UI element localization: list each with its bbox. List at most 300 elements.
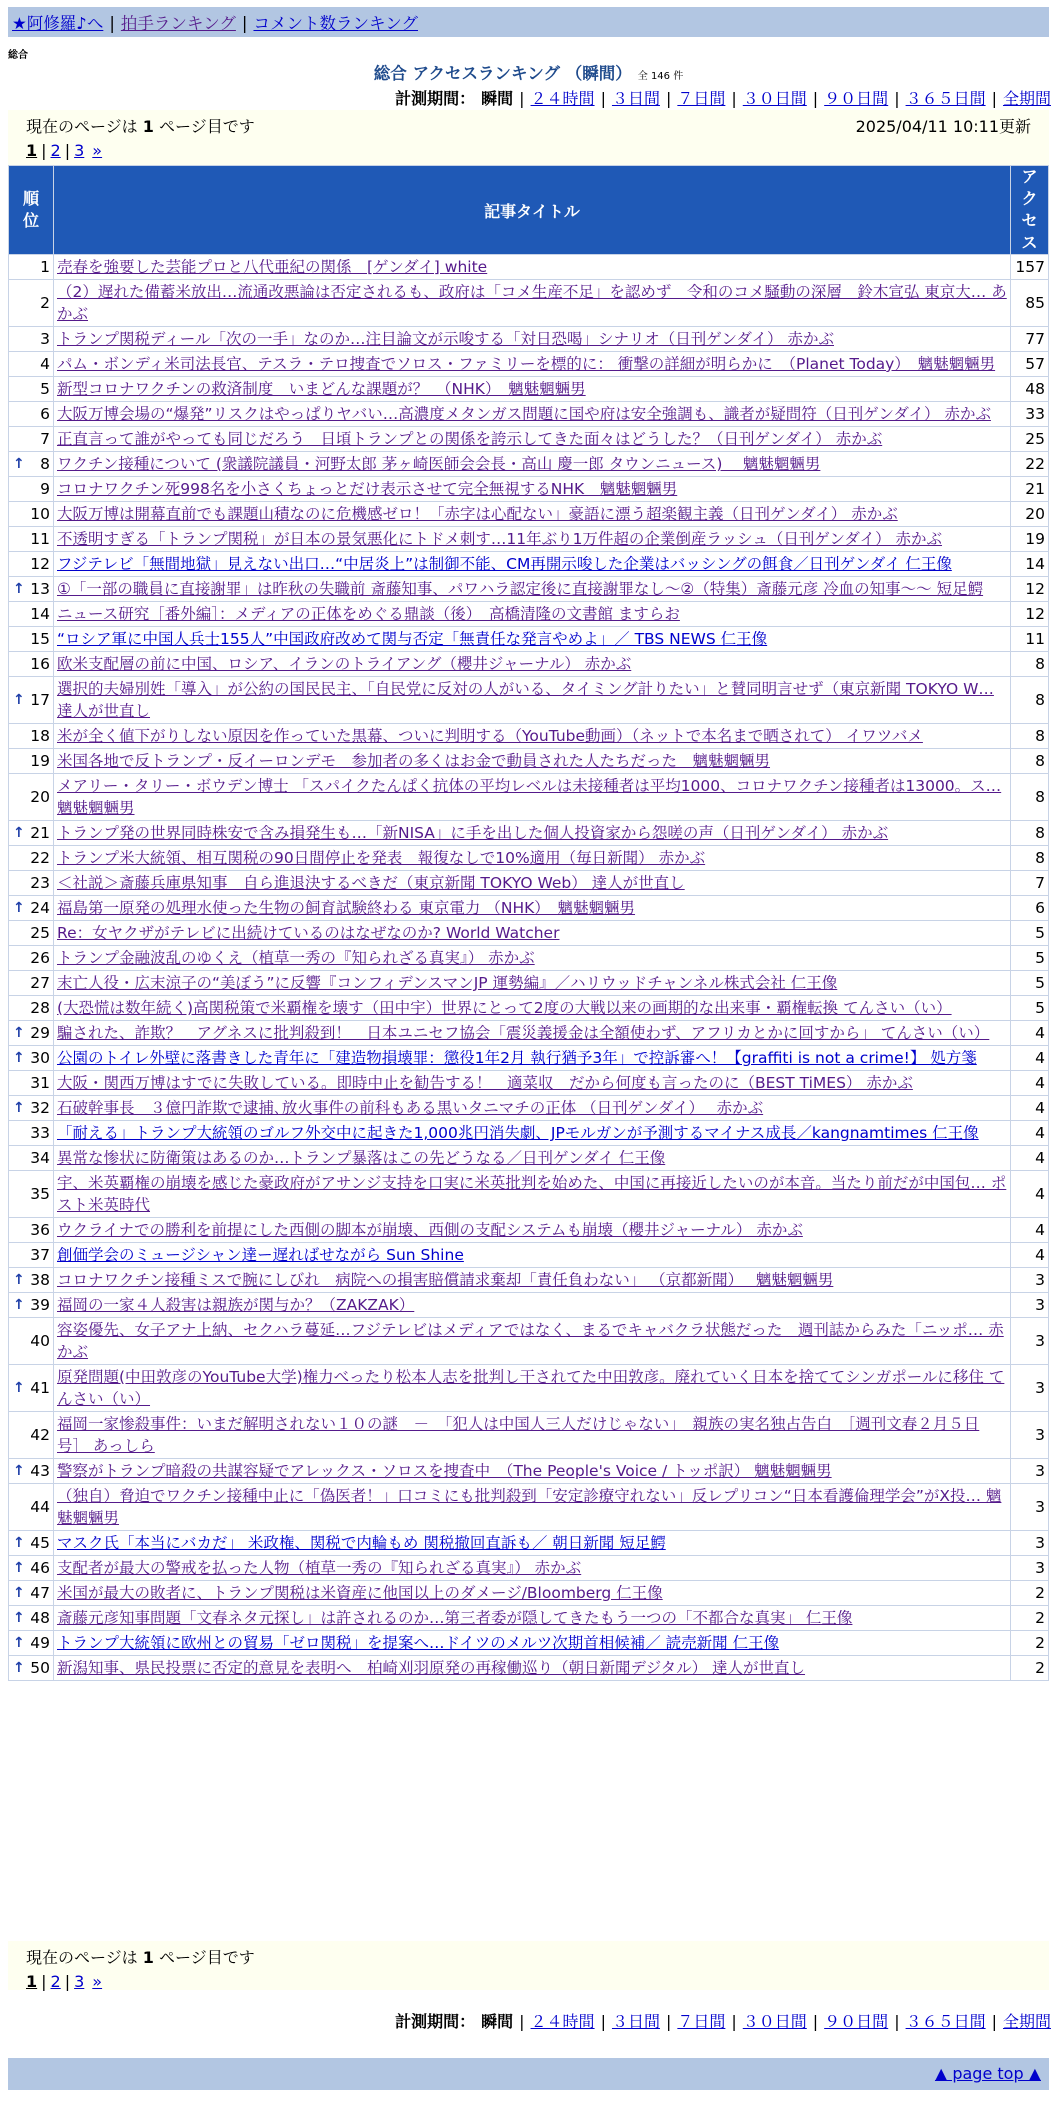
article-link[interactable]: 創価学会のミュージシャン達ー遅ればせながら Sun Shine — [57, 1246, 464, 1264]
title-cell — [54, 1484, 1011, 1531]
access-count: 5 — [1011, 971, 1049, 996]
section-label: 総合 — [8, 50, 28, 61]
table-row — [9, 1121, 1049, 1146]
rank-number: 29 — [30, 1024, 50, 1042]
article-link[interactable]: 売春を強要した芸能プロと八代亜紀の関係 [ゲンダイ] white — [57, 258, 488, 276]
rank-number: 7 — [40, 430, 50, 448]
access-count: 4 — [1011, 1096, 1049, 1121]
article-link[interactable]: 新型コロナワクチンの救済制度 いまどんな課題が？ （NHK） 魑魅魍魎男 — [57, 380, 586, 398]
title-cell — [54, 1318, 1011, 1365]
title-cell — [54, 652, 1011, 677]
rank-cell — [9, 627, 54, 652]
title-cell — [54, 677, 1011, 724]
period-option[interactable]: ７日間 — [677, 2012, 726, 2031]
article-link[interactable]: 福島第一原発の処理水使った生物の飼育試験終わる 東京電力 （NHK） 魑魅魍魎男 — [57, 899, 636, 917]
article-link[interactable]: 米国各地で反トランプ・反イーロンデモ 参加者の多くはお金で動員された人たちだった 魑魅魍魎男 — [57, 752, 771, 770]
rank-cell — [9, 427, 54, 452]
rank-number: 48 — [30, 1609, 50, 1627]
title-cell — [54, 377, 1011, 402]
pager-next[interactable]: » — [92, 1972, 103, 1991]
article-link[interactable]: 米が全く値下がりしない原因を作っていた黒幕、ついに判明する（YouTube動画）（ネットで本名まで晒されて） イワツバメ — [57, 727, 923, 745]
rank-cell — [9, 1218, 54, 1243]
access-count: 2 — [1011, 1631, 1049, 1656]
access-count: 14 — [1011, 552, 1049, 577]
title-cell — [54, 1021, 1011, 1046]
period-selector-top: 計測期間： 瞬間 | ２４時間 | ３日間 | ７日間 | ３０日間 | ９０日間 | ３６５日間 | 全期間 — [395, 89, 1051, 108]
article-link[interactable]: 大阪・関西万博はすでに失敗している。即時中止を勧告する！ 適菜収 だから何度も言ったのに（BEST TiMES） 赤かぶ — [57, 1074, 913, 1092]
table-row — [9, 577, 1049, 602]
article-link[interactable]: トランプ米大統領、相互関税の90日間停止を発表 報復なしで10%適用（毎日新聞） 赤かぶ — [57, 849, 706, 867]
access-count: 8 — [1011, 774, 1049, 821]
title-cell — [54, 846, 1011, 871]
table-row — [9, 1484, 1049, 1531]
up-arrow-icon: ↑ — [13, 1560, 25, 1576]
title-cell — [54, 627, 1011, 652]
article-link[interactable]: 公園のトイレ外壁に落書きした青年に「建造物損壊罪：懲役1年2月 執行猶予3年」で控訴審へ！【graffiti is not a crime!】 処方箋 — [57, 1049, 977, 1067]
rank-number: 35 — [30, 1185, 50, 1203]
period-option[interactable]: ３６５日間 — [905, 2012, 986, 2031]
access-count: 6 — [1011, 896, 1049, 921]
title-cell — [54, 1121, 1011, 1146]
table-row — [9, 1412, 1049, 1459]
rank-cell — [9, 846, 54, 871]
rank-cell — [9, 1096, 54, 1121]
table-row — [9, 971, 1049, 996]
rank-number: 17 — [30, 691, 50, 709]
access-count: 8 — [1011, 724, 1049, 749]
article-link[interactable]: 正直言って誰がやっても同じだろう 日頃トランプとの関係を誇示してきた面々はどうした？（日刊ゲンダイ） 赤かぶ — [57, 430, 883, 448]
nav-separator: | — [109, 14, 115, 33]
rank-cell — [9, 996, 54, 1021]
article-link[interactable]: 選択的夫婦別姓「導入」が公約の国民民主、「自民党に反対の人がいる、タイミング計りたい」と賛同明言せず（東京新聞 TOKYO W… 達人が世直し — [57, 680, 994, 720]
home-link[interactable]: ★阿修羅♪へ — [12, 14, 104, 33]
rank-number: 15 — [30, 630, 50, 648]
table-row — [9, 846, 1049, 871]
table-row — [9, 896, 1049, 921]
title-cell — [54, 402, 1011, 427]
rank-cell — [9, 1412, 54, 1459]
pager-next[interactable]: » — [92, 141, 103, 160]
rank-number: 28 — [30, 999, 50, 1017]
table-row — [9, 377, 1049, 402]
title-cell — [54, 327, 1011, 352]
table-row — [9, 821, 1049, 846]
page-info-bottom — [8, 1941, 1049, 1990]
rank-number: 41 — [30, 1379, 50, 1397]
title-cell — [54, 502, 1011, 527]
period-label: 計測期間： — [395, 2012, 476, 2031]
article-link[interactable]: （2）遅れた備蓄米放出…流通改悪論は否定されるも、政府は「コメ生産不足」を認めず 令和のコメ騒動の深層 鈴木宣弘 東京大… あかぶ — [57, 283, 1007, 323]
rank-number: 44 — [30, 1498, 50, 1516]
access-count: 3 — [1011, 1365, 1049, 1412]
table-row — [9, 1071, 1049, 1096]
rank-cell — [9, 602, 54, 627]
access-count: 5 — [1011, 996, 1049, 1021]
article-link[interactable]: マスク氏「本当にバカだ」 米政権、関税で内輪もめ 関税撤回直訴も／ 朝日新聞 短足鰐 — [57, 1534, 666, 1552]
rank-number: 14 — [30, 605, 50, 623]
table-row — [9, 652, 1049, 677]
access-count: 4 — [1011, 1071, 1049, 1096]
table-row — [9, 627, 1049, 652]
title-cell — [54, 1171, 1011, 1218]
up-arrow-icon: ↑ — [13, 1660, 25, 1676]
title-cell — [54, 1146, 1011, 1171]
article-link[interactable]: 末亡人役・広末涼子の“美ぼう”に反響『コンフィデンスマンJP 運勢編』／ハリウッドチャンネル株式会社 仁王像 — [57, 974, 838, 992]
rank-cell — [9, 1656, 54, 1681]
article-link[interactable]: (大恐慌は数年続く)高関税策で米覇権を壊す（田中宇）世界にとって2度の大戦以来の画期的な出来事・覇権転換 てんさい（い） — [57, 999, 952, 1017]
rank-number: 23 — [30, 874, 50, 892]
period-option[interactable]: ３０日間 — [742, 2012, 807, 2031]
pager-page-3[interactable]: 3 — [74, 1972, 85, 1991]
rank-cell — [9, 1268, 54, 1293]
top-nav-bar — [8, 7, 1049, 37]
up-arrow-icon: ↑ — [13, 825, 25, 841]
rank-number: 9 — [40, 480, 50, 498]
title-cell — [54, 577, 1011, 602]
table-row — [9, 427, 1049, 452]
rank-number: 37 — [30, 1246, 50, 1264]
table-row — [9, 352, 1049, 377]
title-cell — [54, 946, 1011, 971]
up-arrow-icon: ↑ — [13, 1025, 25, 1041]
rank-cell — [9, 1365, 54, 1412]
period-option[interactable]: ３０日間 — [742, 89, 807, 108]
article-link[interactable]: 米国が最大の敗者に、トランプ関税は米資産に他国以上のダメージ/Bloomberg 仁王像 — [57, 1584, 663, 1602]
table-row — [9, 996, 1049, 1021]
access-count: 4 — [1011, 1171, 1049, 1218]
article-link[interactable]: ニュース研究［番外編］：メディアの正体をめぐる鼎談（後） 高橋清隆の文書館 ますらお — [57, 605, 680, 623]
access-count: 8 — [1011, 749, 1049, 774]
access-count: 4 — [1011, 1218, 1049, 1243]
article-link[interactable]: 斎藤元彦知事問題「文春ネタ元探し」は許されるのか…第三者委が隠してきたもう一つの「不都合な真実」 仁王像 — [57, 1609, 853, 1627]
title-cell — [54, 452, 1011, 477]
rank-cell — [9, 749, 54, 774]
access-count: 85 — [1011, 280, 1049, 327]
rank-cell — [9, 1581, 54, 1606]
access-count: 5 — [1011, 921, 1049, 946]
rank-number: 13 — [30, 580, 50, 598]
rank-cell — [9, 352, 54, 377]
table-row — [9, 921, 1049, 946]
rank-cell — [9, 1531, 54, 1556]
up-arrow-icon: ↑ — [13, 456, 25, 472]
article-link[interactable]: ＜社説＞斎藤兵庫県知事 自ら進退決するべきだ（東京新聞 TOKYO Web） 達人が世直し — [57, 874, 685, 892]
table-row — [9, 1365, 1049, 1412]
rank-number: 16 — [30, 655, 50, 673]
access-count: 12 — [1011, 602, 1049, 627]
rank-cell — [9, 1146, 54, 1171]
article-link[interactable]: 福岡の一家４人殺害は親族が関与か？（ZAKZAK） — [57, 1296, 415, 1314]
access-count: 11 — [1011, 627, 1049, 652]
article-link[interactable]: トランプ大統領に欧州との貿易「ゼロ関税」を提案へ…ドイツのメルツ次期首相候補／ 読売新聞 仁王像 — [57, 1634, 780, 1652]
pager-current: 1 — [26, 1972, 38, 1991]
article-link[interactable]: 原発問題(中田敦彦のYouTube大学)権力べったり松本人志を批判し干されてた中田敦彦。廃れていく日本を捨ててシンガポールに移住 てんさい（い） — [57, 1368, 1005, 1408]
article-link[interactable]: Re：女ヤクザがテレビに出続けているのはなぜなのか? World Watcher — [57, 924, 560, 942]
table-row — [9, 477, 1049, 502]
table-row — [9, 255, 1049, 280]
current-page-text: 現在のページは 1 ページ目です — [26, 1948, 255, 1967]
table-row — [9, 1556, 1049, 1581]
table-row — [9, 724, 1049, 749]
clap-ranking-link[interactable]: 拍手ランキング — [120, 14, 236, 33]
article-link[interactable]: （独自）脅迫でワクチン接種中止に「偽医者！」口コミにも批判殺到「安定診療守れない」反レプリコン“日本看護倫理学会”がX投… 魑魅魍魎男 — [57, 1487, 1002, 1527]
table-row — [9, 402, 1049, 427]
article-link[interactable]: コロナワクチン死998名を小さくちょっとだけ表示させて完全無視するNHK 魑魅魍魎男 — [57, 480, 678, 498]
title-cell — [54, 1268, 1011, 1293]
access-count: 157 — [1011, 255, 1049, 280]
title-cell — [54, 1293, 1011, 1318]
title-cell — [54, 749, 1011, 774]
table-row — [9, 1631, 1049, 1656]
article-link[interactable]: 支配者が最大の警戒を払った人物（植草一秀の『知られざる真実』） 赤かぶ — [57, 1559, 582, 1577]
period-option[interactable]: ９０日間 — [824, 2012, 889, 2031]
period-option[interactable]: ７日間 — [677, 89, 726, 108]
title-cell — [54, 724, 1011, 749]
rank-number: 4 — [40, 355, 50, 373]
period-option[interactable]: 全期間 — [1002, 89, 1051, 108]
ranking-table — [8, 165, 1049, 1681]
title-cell — [54, 1556, 1011, 1581]
up-arrow-icon: ↑ — [13, 1297, 25, 1313]
article-link[interactable]: 容姿優先、女子アナ上納、セクハラ蔓延…フジテレビはメディアではなく、まるでキャバクラ状態だった 週刊誌からみた「ニッポ… 赤かぶ — [57, 1321, 1004, 1361]
rank-cell — [9, 577, 54, 602]
rank-cell — [9, 1046, 54, 1071]
up-arrow-icon: ↑ — [13, 1100, 25, 1116]
rank-number: 25 — [30, 924, 50, 942]
rank-cell — [9, 896, 54, 921]
rank-cell — [9, 402, 54, 427]
rank-number: 40 — [30, 1332, 50, 1350]
rank-number: 8 — [40, 455, 50, 473]
rank-number: 43 — [30, 1462, 50, 1480]
article-link[interactable]: ①「一部の職員に直接謝罪」は昨秋の失職前 斎藤知事、パワハラ認定後に直接謝罪なし～②（特集）斎藤元彦 冷血の知事～～ 短足鰐 — [57, 580, 984, 598]
title-cell — [54, 352, 1011, 377]
rank-number: 18 — [30, 727, 50, 745]
rank-number: 24 — [30, 899, 50, 917]
title-cell — [54, 774, 1011, 821]
article-link[interactable]: 福岡一家惨殺事件：いまだ解明されない１０の謎 － 「犯人は中国人三人だけじゃない」 親族の実名独占告白 ［週刊文春２月５日号］ あっしら — [57, 1415, 980, 1455]
access-count: 4 — [1011, 1146, 1049, 1171]
rank-cell — [9, 1171, 54, 1218]
access-count: 22 — [1011, 452, 1049, 477]
article-link[interactable]: 宇、米英覇権の崩壊を感じた豪政府がアサンジ支持を口実に米英批判を始めた、中国に再接近したいのが本音。当たり前だが中国包… ポスト米英時代 — [57, 1174, 1007, 1214]
access-count: 3 — [1011, 1556, 1049, 1581]
table-row — [9, 677, 1049, 724]
page-top-link[interactable]: ▲ page top ▲ — [934, 2064, 1041, 2083]
footer-bar — [8, 2058, 1049, 2090]
up-arrow-icon: ↑ — [13, 1610, 25, 1626]
period-option[interactable]: ３６５日間 — [905, 89, 986, 108]
title-cell — [54, 255, 1011, 280]
rank-cell — [9, 327, 54, 352]
ranking-title: 総合 アクセスランキング （瞬間） — [373, 64, 632, 83]
table-row — [9, 1318, 1049, 1365]
rank-cell — [9, 552, 54, 577]
rank-cell — [9, 527, 54, 552]
rank-number: 12 — [30, 555, 50, 573]
period-option[interactable]: 全期間 — [1002, 2012, 1051, 2031]
rank-cell — [9, 677, 54, 724]
rank-number: 1 — [40, 258, 50, 276]
title-cell — [54, 1531, 1011, 1556]
article-link[interactable]: 不透明すぎる「トランプ関税」が日本の景気悪化にトドメ刺す…11年ぶり1万件超の企業倒産ラッシュ（日刊ゲンダイ） 赤かぶ — [57, 530, 943, 548]
pager-page-3[interactable]: 3 — [74, 141, 85, 160]
period-option[interactable]: ２４時間 — [530, 2012, 595, 2031]
access-count: 3 — [1011, 1268, 1049, 1293]
rank-cell — [9, 1556, 54, 1581]
updated-timestamp: 2025/04/11 10:11更新 — [855, 117, 1031, 136]
access-count: 8 — [1011, 821, 1049, 846]
rank-cell — [9, 502, 54, 527]
title-cell — [54, 602, 1011, 627]
title-cell — [54, 971, 1011, 996]
table-row — [9, 602, 1049, 627]
access-count: 4 — [1011, 1046, 1049, 1071]
rank-cell — [9, 1293, 54, 1318]
table-row — [9, 1046, 1049, 1071]
access-count: 2 — [1011, 1581, 1049, 1606]
article-link[interactable]: トランプ関税ディール「次の一手」なのか…注目論文が示唆する「対日恐喝」シナリオ（日刊ゲンダイ） 赤かぶ — [57, 330, 834, 348]
rank-cell — [9, 1631, 54, 1656]
article-link[interactable]: メアリー・タリー・ボウデン博士 「スパイクたんぱく抗体の平均レベルは未接種者は平均1000、コロナワクチン接種者は13000。ス… 魑魅魍魎男 — [57, 777, 1002, 817]
rank-number: 27 — [30, 974, 50, 992]
rank-number: 2 — [40, 294, 50, 312]
title-cell — [54, 871, 1011, 896]
rank-number: 30 — [30, 1049, 50, 1067]
pagination: 1 | 2 | 3 » — [26, 1972, 103, 1991]
table-row — [9, 1171, 1049, 1218]
article-link[interactable]: “ロシア軍に中国人兵士155人”中国政府改めて関与否定「無責任な発言やめよ」／ TBS NEWS 仁王像 — [57, 630, 768, 648]
access-count: 8 — [1011, 846, 1049, 871]
article-link[interactable]: 異常な惨状に防衛策はあるのか…トランプ暴落はこの先どうなる／日刊ゲンダイ 仁王像 — [57, 1149, 666, 1167]
access-count: 20 — [1011, 502, 1049, 527]
article-link[interactable]: 「耐える」トランプ大統領のゴルフ外交中に起きた1,000兆円消失劇、JPモルガンが予測するマイナス成長／kangnamtimes 仁王像 — [57, 1124, 979, 1142]
period-current: 瞬間 — [481, 2012, 514, 2031]
table-row — [9, 774, 1049, 821]
rank-cell — [9, 1121, 54, 1146]
rank-cell — [9, 971, 54, 996]
table-row — [9, 1021, 1049, 1046]
title-cell — [54, 1631, 1011, 1656]
rank-number: 39 — [30, 1296, 50, 1314]
access-count: 3 — [1011, 1412, 1049, 1459]
table-row — [9, 327, 1049, 352]
rank-number: 34 — [30, 1149, 50, 1167]
access-count: 21 — [1011, 477, 1049, 502]
article-link[interactable]: ワクチン接種について (衆議院議員・河野太郎 茅ヶ崎医師会会長・高山 慶一郎 タウンニュース) 魑魅魍魎男 — [57, 455, 821, 473]
article-link[interactable]: トランプ金融波乱のゆくえ（植草一秀の『知られざる真実』） 赤かぶ — [57, 949, 535, 967]
title-cell — [54, 921, 1011, 946]
up-arrow-icon: ↑ — [13, 1585, 25, 1601]
up-arrow-icon: ↑ — [13, 900, 25, 916]
total-count: 全 146 件 — [637, 71, 684, 82]
access-count: 25 — [1011, 427, 1049, 452]
table-row — [9, 1606, 1049, 1631]
title-cell — [54, 1243, 1011, 1268]
table-row — [9, 1218, 1049, 1243]
article-link[interactable]: 騙された、詐欺？ アグネスに批判殺到！ 日本ユニセフ協会「震災義援金は全額使わず、アフリカとかに回すから」 てんさい（い） — [57, 1024, 990, 1042]
rank-cell — [9, 1021, 54, 1046]
comment-ranking-link[interactable]: コメント数ランキング — [253, 14, 418, 33]
table-row — [9, 1146, 1049, 1171]
table-header-row — [9, 166, 1049, 255]
title-cell — [54, 996, 1011, 1021]
table-row — [9, 452, 1049, 477]
title-cell — [54, 552, 1011, 577]
rank-cell — [9, 477, 54, 502]
article-link[interactable]: 警察がトランプ暗殺の共謀容疑でアレックス・ソロスを捜査中 （The People's Voice / トッポ訳） 魑魅魍魎男 — [57, 1462, 832, 1480]
rank-cell — [9, 821, 54, 846]
rank-number: 3 — [40, 330, 50, 348]
period-option[interactable]: ２４時間 — [530, 89, 595, 108]
article-link[interactable]: 大阪万博会場の“爆発”リスクはやっぱりヤバい…高濃度メタンガス問題に国や府は安全強調も、識者が疑問符（日刊ゲンダイ） 赤かぶ — [57, 405, 991, 423]
article-link[interactable]: 石破幹事長 ３億円詐欺で逮捕､放火事件の前科もある黒いタニマチの正体 （日刊ゲンダイ） 赤かぶ — [57, 1099, 764, 1117]
rank-cell — [9, 652, 54, 677]
title-cell — [54, 1218, 1011, 1243]
rank-cell — [9, 452, 54, 477]
table-row — [9, 1268, 1049, 1293]
article-link[interactable]: 大阪万博は開幕直前でも課題山積なのに危機感ゼロ！「赤字は心配ない」豪語に漂う超楽観主義（日刊ゲンダイ） 赤かぶ — [57, 505, 898, 523]
rank-cell — [9, 1243, 54, 1268]
rank-number: 46 — [30, 1559, 50, 1577]
article-link[interactable]: トランプ発の世界同時株安で含み損発生も…「新NISA」に手を出した個人投資家から怨嗟の声（日刊ゲンダイ） 赤かぶ — [57, 824, 889, 842]
pager-page-2[interactable]: 2 — [50, 1972, 61, 1991]
table-row — [9, 749, 1049, 774]
article-link[interactable]: フジテレビ「無間地獄」見えない出口…“中居炎上”は制御不能、CM再開示唆した企業はバッシングの餌食／日刊ゲンダイ 仁王像 — [57, 555, 952, 573]
rank-number: 19 — [30, 752, 50, 770]
up-arrow-icon: ↑ — [13, 1272, 25, 1288]
article-link[interactable]: 欧米支配層の前に中国、ロシア、イランのトライアング（櫻井ジャーナル） 赤かぶ — [57, 655, 632, 673]
up-arrow-icon: ↑ — [13, 1535, 25, 1551]
rank-number: 42 — [30, 1426, 50, 1444]
page-info-top — [8, 110, 1049, 165]
rank-number: 10 — [30, 505, 50, 523]
period-option[interactable]: ３日間 — [611, 2012, 660, 2031]
pagination: 1 | 2 | 3 » — [26, 141, 103, 160]
table-row — [9, 280, 1049, 327]
period-option[interactable]: ３日間 — [611, 89, 660, 108]
access-count: 3 — [1011, 1293, 1049, 1318]
article-link[interactable]: ウクライナでの勝利を前提にした西側の脚本が崩壊、西側の支配システムも崩壊（櫻井ジャーナル） 赤かぶ — [57, 1221, 803, 1239]
article-link[interactable]: 新潟知事、県民投票に否定的意見を表明へ 柏崎刈羽原発の再稼働巡り（朝日新聞デジタル） 達人が世直し — [57, 1659, 806, 1677]
access-count: 19 — [1011, 527, 1049, 552]
article-link[interactable]: パム・ボンディ米司法長官、テスラ・テロ捜査でソロス・ファミリーを標的に： 衝撃の詳細が明らかに （Planet Today） 魑魅魍魎男 — [57, 355, 996, 373]
access-count: 48 — [1011, 377, 1049, 402]
rank-cell — [9, 1484, 54, 1531]
access-count: 8 — [1011, 677, 1049, 724]
article-link[interactable]: コロナワクチン接種ミスで腕にしびれ 病院への損害賠償請求棄却「責任負わない」 （京都新聞） 魑魅魍魎男 — [57, 1271, 834, 1289]
access-count: 12 — [1011, 577, 1049, 602]
access-count: 3 — [1011, 1318, 1049, 1365]
up-arrow-icon: ↑ — [13, 581, 25, 597]
period-label: 計測期間： — [395, 89, 476, 108]
access-count: 77 — [1011, 327, 1049, 352]
current-page-text: 現在のページは 1 ページ目です — [26, 117, 255, 136]
title-cell — [54, 427, 1011, 452]
pager-page-2[interactable]: 2 — [50, 141, 61, 160]
rank-number: 32 — [30, 1099, 50, 1117]
access-count: 7 — [1011, 871, 1049, 896]
rank-cell — [9, 255, 54, 280]
rank-number: 26 — [30, 949, 50, 967]
up-arrow-icon: ↑ — [13, 1463, 25, 1479]
rank-number: 36 — [30, 1221, 50, 1239]
period-option[interactable]: ９０日間 — [824, 89, 889, 108]
table-row — [9, 1656, 1049, 1681]
rank-cell — [9, 774, 54, 821]
access-count: 2 — [1011, 1606, 1049, 1631]
access-count: 4 — [1011, 1021, 1049, 1046]
